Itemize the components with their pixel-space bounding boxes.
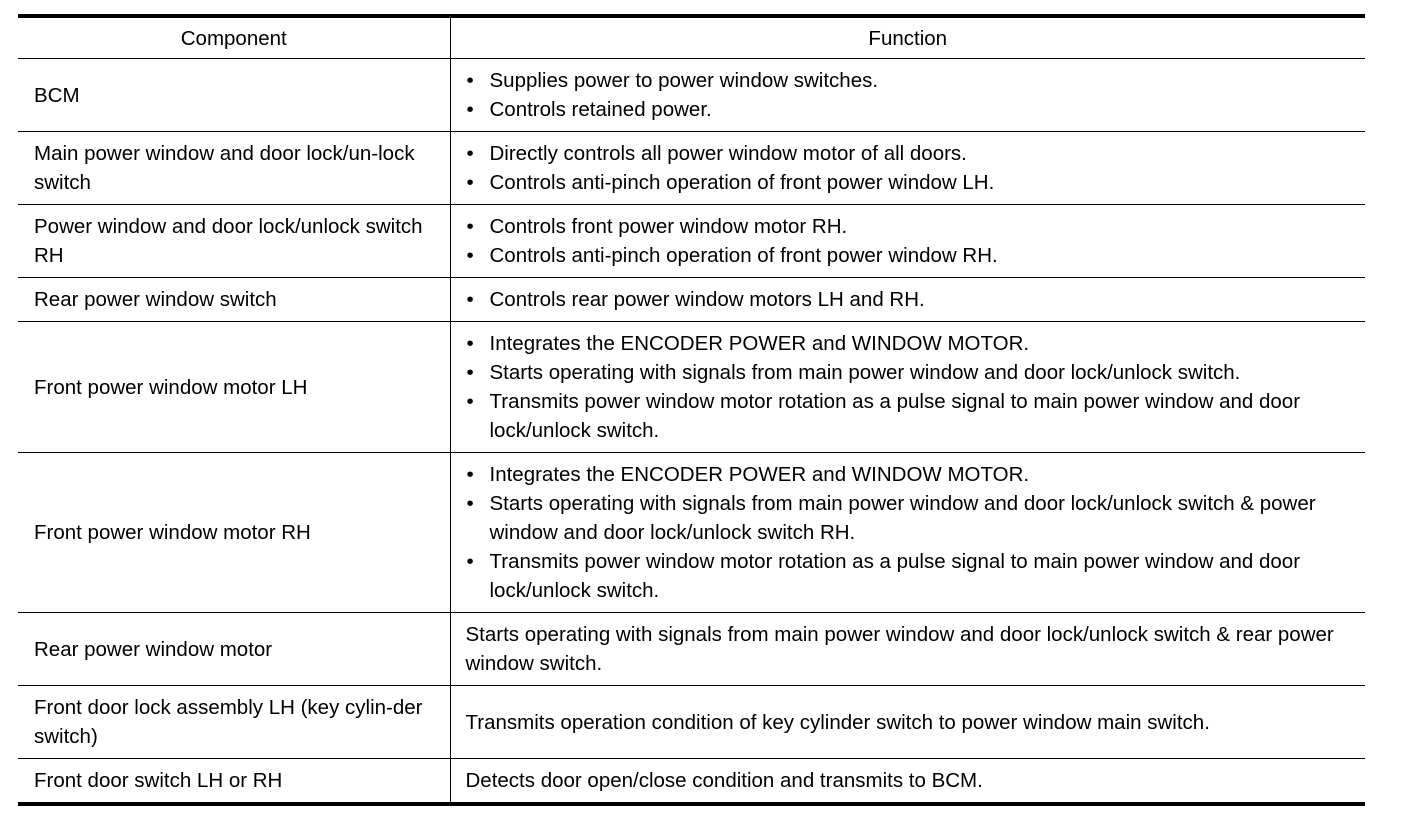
function-bullet-item: • Integrates the ENCODER POWER and WINDOW MOTOR. <box>466 460 1356 489</box>
table-row <box>18 453 1365 613</box>
function-bullet-item: • Controls anti-pinch operation of front power window LH. <box>466 168 1356 197</box>
component-cell: Power window and door lock/unlock switch RH <box>18 205 450 278</box>
table-body <box>18 59 1365 805</box>
component-cell: Front power window motor RH <box>18 453 450 613</box>
function-cell <box>450 322 1365 453</box>
function-bullet-item: • Directly controls all power window motor of all doors. <box>466 139 1356 168</box>
component-cell: Main power window and door lock/un-lock switch <box>18 132 450 205</box>
function-bullet-item: • Supplies power to power window switches. <box>466 66 1356 95</box>
component-cell: Rear power window switch <box>18 278 450 322</box>
component-cell: BCM <box>18 59 450 132</box>
function-bullet-list <box>466 285 1356 314</box>
table-row <box>18 613 1365 686</box>
function-cell: Transmits operation condition of key cylinder switch to power window main switch. <box>450 686 1365 759</box>
function-bullet-item: • Controls rear power window motors LH and RH. <box>466 285 1356 314</box>
function-cell <box>450 278 1365 322</box>
function-cell <box>450 453 1365 613</box>
function-bullet-list <box>466 460 1356 605</box>
component-function-table-container <box>18 14 1365 806</box>
function-bullet-item: • Starts operating with signals from main power window and door lock/unlock switch & power window and door lock/unlock switch RH. <box>466 489 1356 547</box>
component-function-table <box>18 14 1365 806</box>
header-row <box>18 16 1365 59</box>
function-bullet-list <box>466 329 1356 445</box>
function-bullet-item: • Integrates the ENCODER POWER and WINDOW MOTOR. <box>466 329 1356 358</box>
table-header <box>18 16 1365 59</box>
function-bullet-list <box>466 66 1356 124</box>
function-bullet-item: • Controls retained power. <box>466 95 1356 124</box>
table-row <box>18 322 1365 453</box>
function-bullet-item: • Transmits power window motor rotation as a pulse signal to main power window and door lock/unlock switch. <box>466 387 1356 445</box>
component-cell: Front door lock assembly LH (key cylin-der switch) <box>18 686 450 759</box>
table-row <box>18 59 1365 132</box>
function-bullet-item: • Starts operating with signals from main power window and door lock/unlock switch. <box>466 358 1356 387</box>
function-bullet-list <box>466 139 1356 197</box>
function-cell <box>450 205 1365 278</box>
function-bullet-item: • Controls anti-pinch operation of front power window RH. <box>466 241 1356 270</box>
function-bullet-item: • Controls front power window motor RH. <box>466 212 1356 241</box>
component-cell: Front power window motor LH <box>18 322 450 453</box>
table-row <box>18 759 1365 805</box>
function-cell <box>450 59 1365 132</box>
table-row <box>18 205 1365 278</box>
function-cell <box>450 132 1365 205</box>
function-bullet-item: • Transmits power window motor rotation as a pulse signal to main power window and door lock/unlock switch. <box>466 547 1356 605</box>
component-cell: Front door switch LH or RH <box>18 759 450 805</box>
column-header-function: Function <box>450 16 1365 59</box>
table-row <box>18 686 1365 759</box>
function-cell: Starts operating with signals from main power window and door lock/unlock switch & rear power window switch. <box>450 613 1365 686</box>
table-row <box>18 132 1365 205</box>
function-bullet-list <box>466 212 1356 270</box>
component-cell: Rear power window motor <box>18 613 450 686</box>
function-cell: Detects door open/close condition and transmits to BCM. <box>465 769 983 792</box>
table-row <box>18 278 1365 322</box>
column-header-component: Component <box>18 16 450 59</box>
